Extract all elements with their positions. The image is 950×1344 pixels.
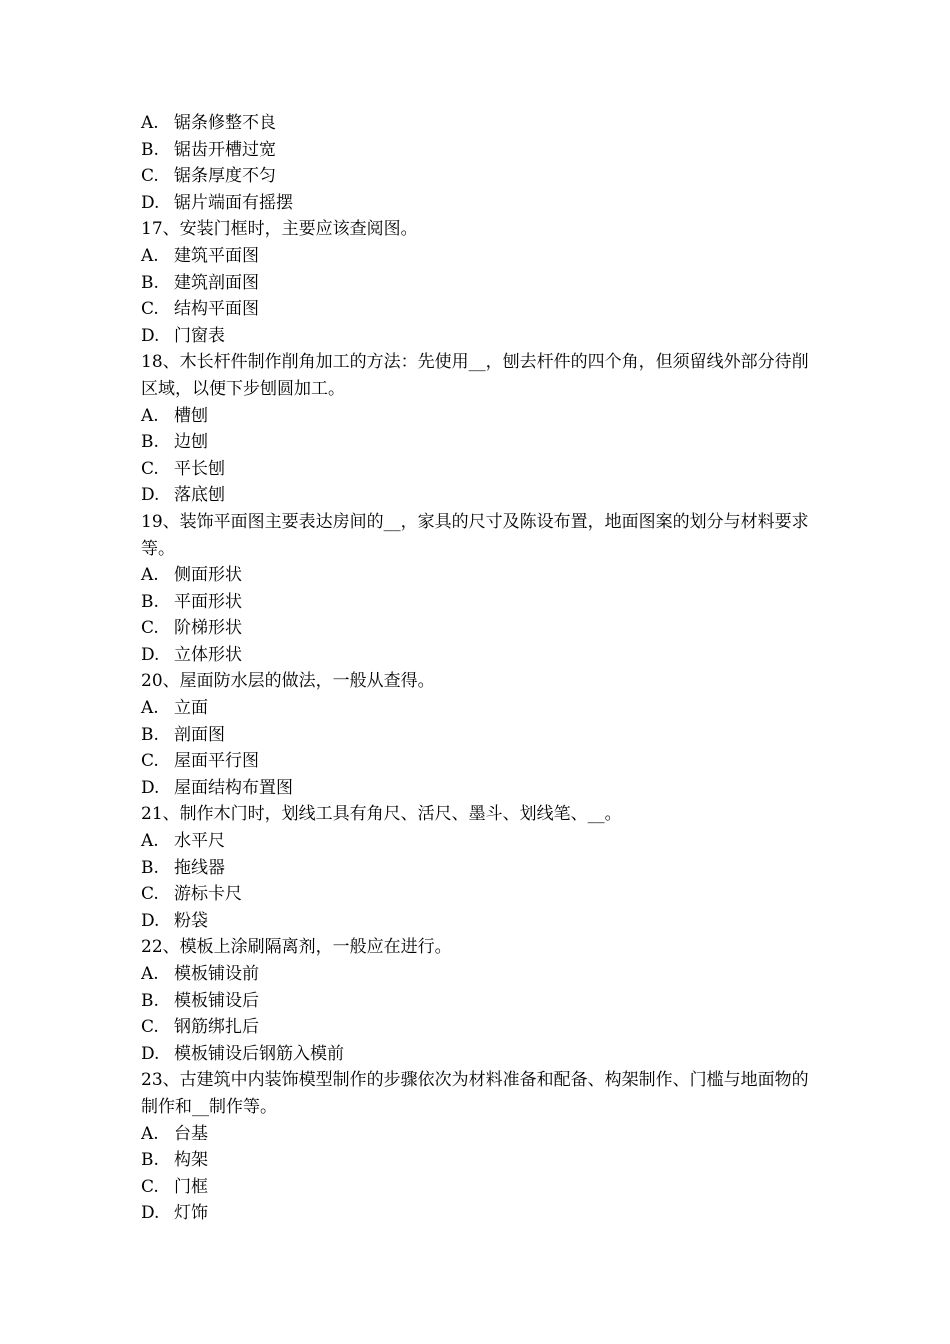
question-text: 17、安装门框时，主要应该查阅图。 bbox=[141, 219, 418, 240]
option-letter: D. bbox=[141, 325, 160, 346]
question-21 bbox=[141, 801, 816, 934]
option-d bbox=[141, 642, 816, 669]
option-letter: C. bbox=[141, 618, 159, 639]
option-a bbox=[141, 695, 816, 722]
option-text: 模板铺设前 bbox=[174, 964, 259, 984]
option-a bbox=[141, 243, 816, 270]
option-letter: A. bbox=[141, 405, 159, 426]
option-text: 锯条厚度不匀 bbox=[174, 166, 276, 187]
option-letter: C. bbox=[141, 458, 159, 479]
option-b bbox=[141, 1147, 816, 1174]
option-text: 建筑平面图 bbox=[174, 245, 259, 266]
option-a bbox=[141, 562, 816, 589]
option-text: 模板铺设后 bbox=[174, 990, 259, 1011]
option-text: 屋面平行图 bbox=[174, 751, 259, 772]
option-c bbox=[141, 1174, 816, 1201]
option-text: 剖面图 bbox=[174, 724, 225, 745]
option-letter: C. bbox=[141, 884, 159, 905]
option-d bbox=[141, 775, 816, 802]
option-text: 门框 bbox=[174, 1176, 208, 1197]
document-body bbox=[141, 110, 816, 1227]
option-letter: D. bbox=[141, 1203, 160, 1224]
question-text: 23、古建筑中内装饰模型制作的步骤依次为材料准备和配备、构架制作、门槛与地面物的制作和__制作等。 bbox=[141, 1070, 809, 1117]
option-letter: B. bbox=[141, 990, 159, 1011]
question-20 bbox=[141, 668, 816, 801]
question-text: 20、屋面防水层的做法，一般从查得。 bbox=[141, 671, 435, 692]
option-letter: C. bbox=[141, 751, 159, 772]
option-letter: C. bbox=[141, 299, 159, 320]
option-letter: B. bbox=[141, 432, 159, 453]
option-text: 游标卡尺 bbox=[174, 884, 242, 905]
option-text: 锯片端面有摇摆 bbox=[174, 192, 293, 213]
question-23 bbox=[141, 1067, 816, 1227]
option-b bbox=[141, 988, 816, 1015]
option-letter: C. bbox=[141, 1017, 159, 1038]
question-text: 22、模板上涂刷隔离剂，一般应在进行。 bbox=[141, 937, 452, 958]
option-text: 边刨 bbox=[174, 432, 208, 453]
option-c bbox=[141, 456, 816, 483]
option-text: 侧面形状 bbox=[174, 565, 242, 586]
option-letter: A. bbox=[141, 565, 159, 586]
option-d bbox=[141, 323, 816, 350]
option-d bbox=[141, 908, 816, 935]
option-c bbox=[141, 163, 816, 190]
option-text: 拖线器 bbox=[174, 857, 225, 878]
option-a bbox=[141, 1121, 816, 1148]
option-b bbox=[141, 270, 816, 297]
option-letter: A. bbox=[141, 831, 159, 852]
option-letter: A. bbox=[141, 245, 159, 266]
option-c bbox=[141, 296, 816, 323]
option-letter: B. bbox=[141, 857, 159, 878]
question-17 bbox=[141, 216, 816, 349]
question-18 bbox=[141, 349, 816, 509]
option-letter: A. bbox=[141, 698, 159, 719]
option-c bbox=[141, 1014, 816, 1041]
option-text: 建筑剖面图 bbox=[174, 272, 259, 293]
option-b bbox=[141, 429, 816, 456]
option-text: 屋面结构布置图 bbox=[174, 777, 293, 798]
option-c bbox=[141, 881, 816, 908]
question-text: 18、木长杆件制作削角加工的方法：先使用__，刨去杆件的四个角，但须留线外部分待削区域，以便下步刨圆加工。 bbox=[141, 352, 809, 399]
option-text: 锯条修整不良 bbox=[174, 113, 276, 133]
option-a bbox=[141, 828, 816, 855]
option-c bbox=[141, 615, 816, 642]
option-d bbox=[141, 190, 816, 217]
option-text: 结构平面图 bbox=[174, 299, 259, 320]
option-letter: D. bbox=[141, 1043, 160, 1064]
option-letter: C. bbox=[141, 166, 159, 187]
option-text: 平长刨 bbox=[174, 458, 225, 479]
option-d bbox=[141, 1200, 816, 1227]
option-letter: A. bbox=[141, 964, 159, 984]
option-letter: B. bbox=[141, 1150, 159, 1171]
option-letter: B. bbox=[141, 591, 159, 612]
question-22 bbox=[141, 934, 816, 1067]
option-d bbox=[141, 1041, 816, 1068]
option-letter: D. bbox=[141, 910, 160, 931]
option-text: 平面形状 bbox=[174, 591, 242, 612]
option-a bbox=[141, 403, 816, 430]
option-text: 构架 bbox=[174, 1150, 208, 1171]
option-letter: D. bbox=[141, 644, 160, 665]
lead-options bbox=[141, 110, 816, 216]
option-c bbox=[141, 748, 816, 775]
option-letter: C. bbox=[141, 1176, 159, 1197]
option-letter: A. bbox=[141, 113, 159, 133]
option-b bbox=[141, 137, 816, 164]
option-a bbox=[141, 961, 816, 988]
option-b bbox=[141, 589, 816, 616]
option-letter: D. bbox=[141, 777, 160, 798]
option-text: 立面 bbox=[174, 698, 208, 719]
option-text: 灯饰 bbox=[174, 1203, 208, 1224]
option-text: 槽刨 bbox=[174, 405, 208, 426]
option-text: 锯齿开槽过宽 bbox=[174, 139, 276, 160]
option-letter: B. bbox=[141, 272, 159, 293]
option-text: 阶梯形状 bbox=[174, 618, 242, 639]
option-letter: A. bbox=[141, 1123, 159, 1144]
option-letter: B. bbox=[141, 139, 159, 160]
option-text: 立体形状 bbox=[174, 644, 242, 665]
option-b bbox=[141, 855, 816, 882]
option-text: 台基 bbox=[174, 1123, 208, 1144]
option-letter: B. bbox=[141, 724, 159, 745]
option-letter: D. bbox=[141, 485, 160, 506]
question-19 bbox=[141, 509, 816, 669]
option-b bbox=[141, 722, 816, 749]
option-text: 模板铺设后钢筋入模前 bbox=[174, 1043, 344, 1064]
option-text: 水平尺 bbox=[174, 831, 225, 852]
option-text: 落底刨 bbox=[174, 485, 225, 506]
option-a bbox=[141, 110, 816, 137]
option-text: 门窗表 bbox=[174, 325, 225, 346]
question-text: 19、装饰平面图主要表达房间的__，家具的尺寸及陈设布置，地面图案的划分与材料要求等。 bbox=[141, 511, 809, 559]
option-text: 粉袋 bbox=[174, 910, 208, 931]
option-letter: D. bbox=[141, 192, 160, 213]
option-d bbox=[141, 482, 816, 509]
option-text: 钢筋绑扎后 bbox=[174, 1017, 259, 1038]
question-text: 21、制作木门时，划线工具有角尺、活尺、墨斗、划线笔、__。 bbox=[141, 804, 622, 825]
